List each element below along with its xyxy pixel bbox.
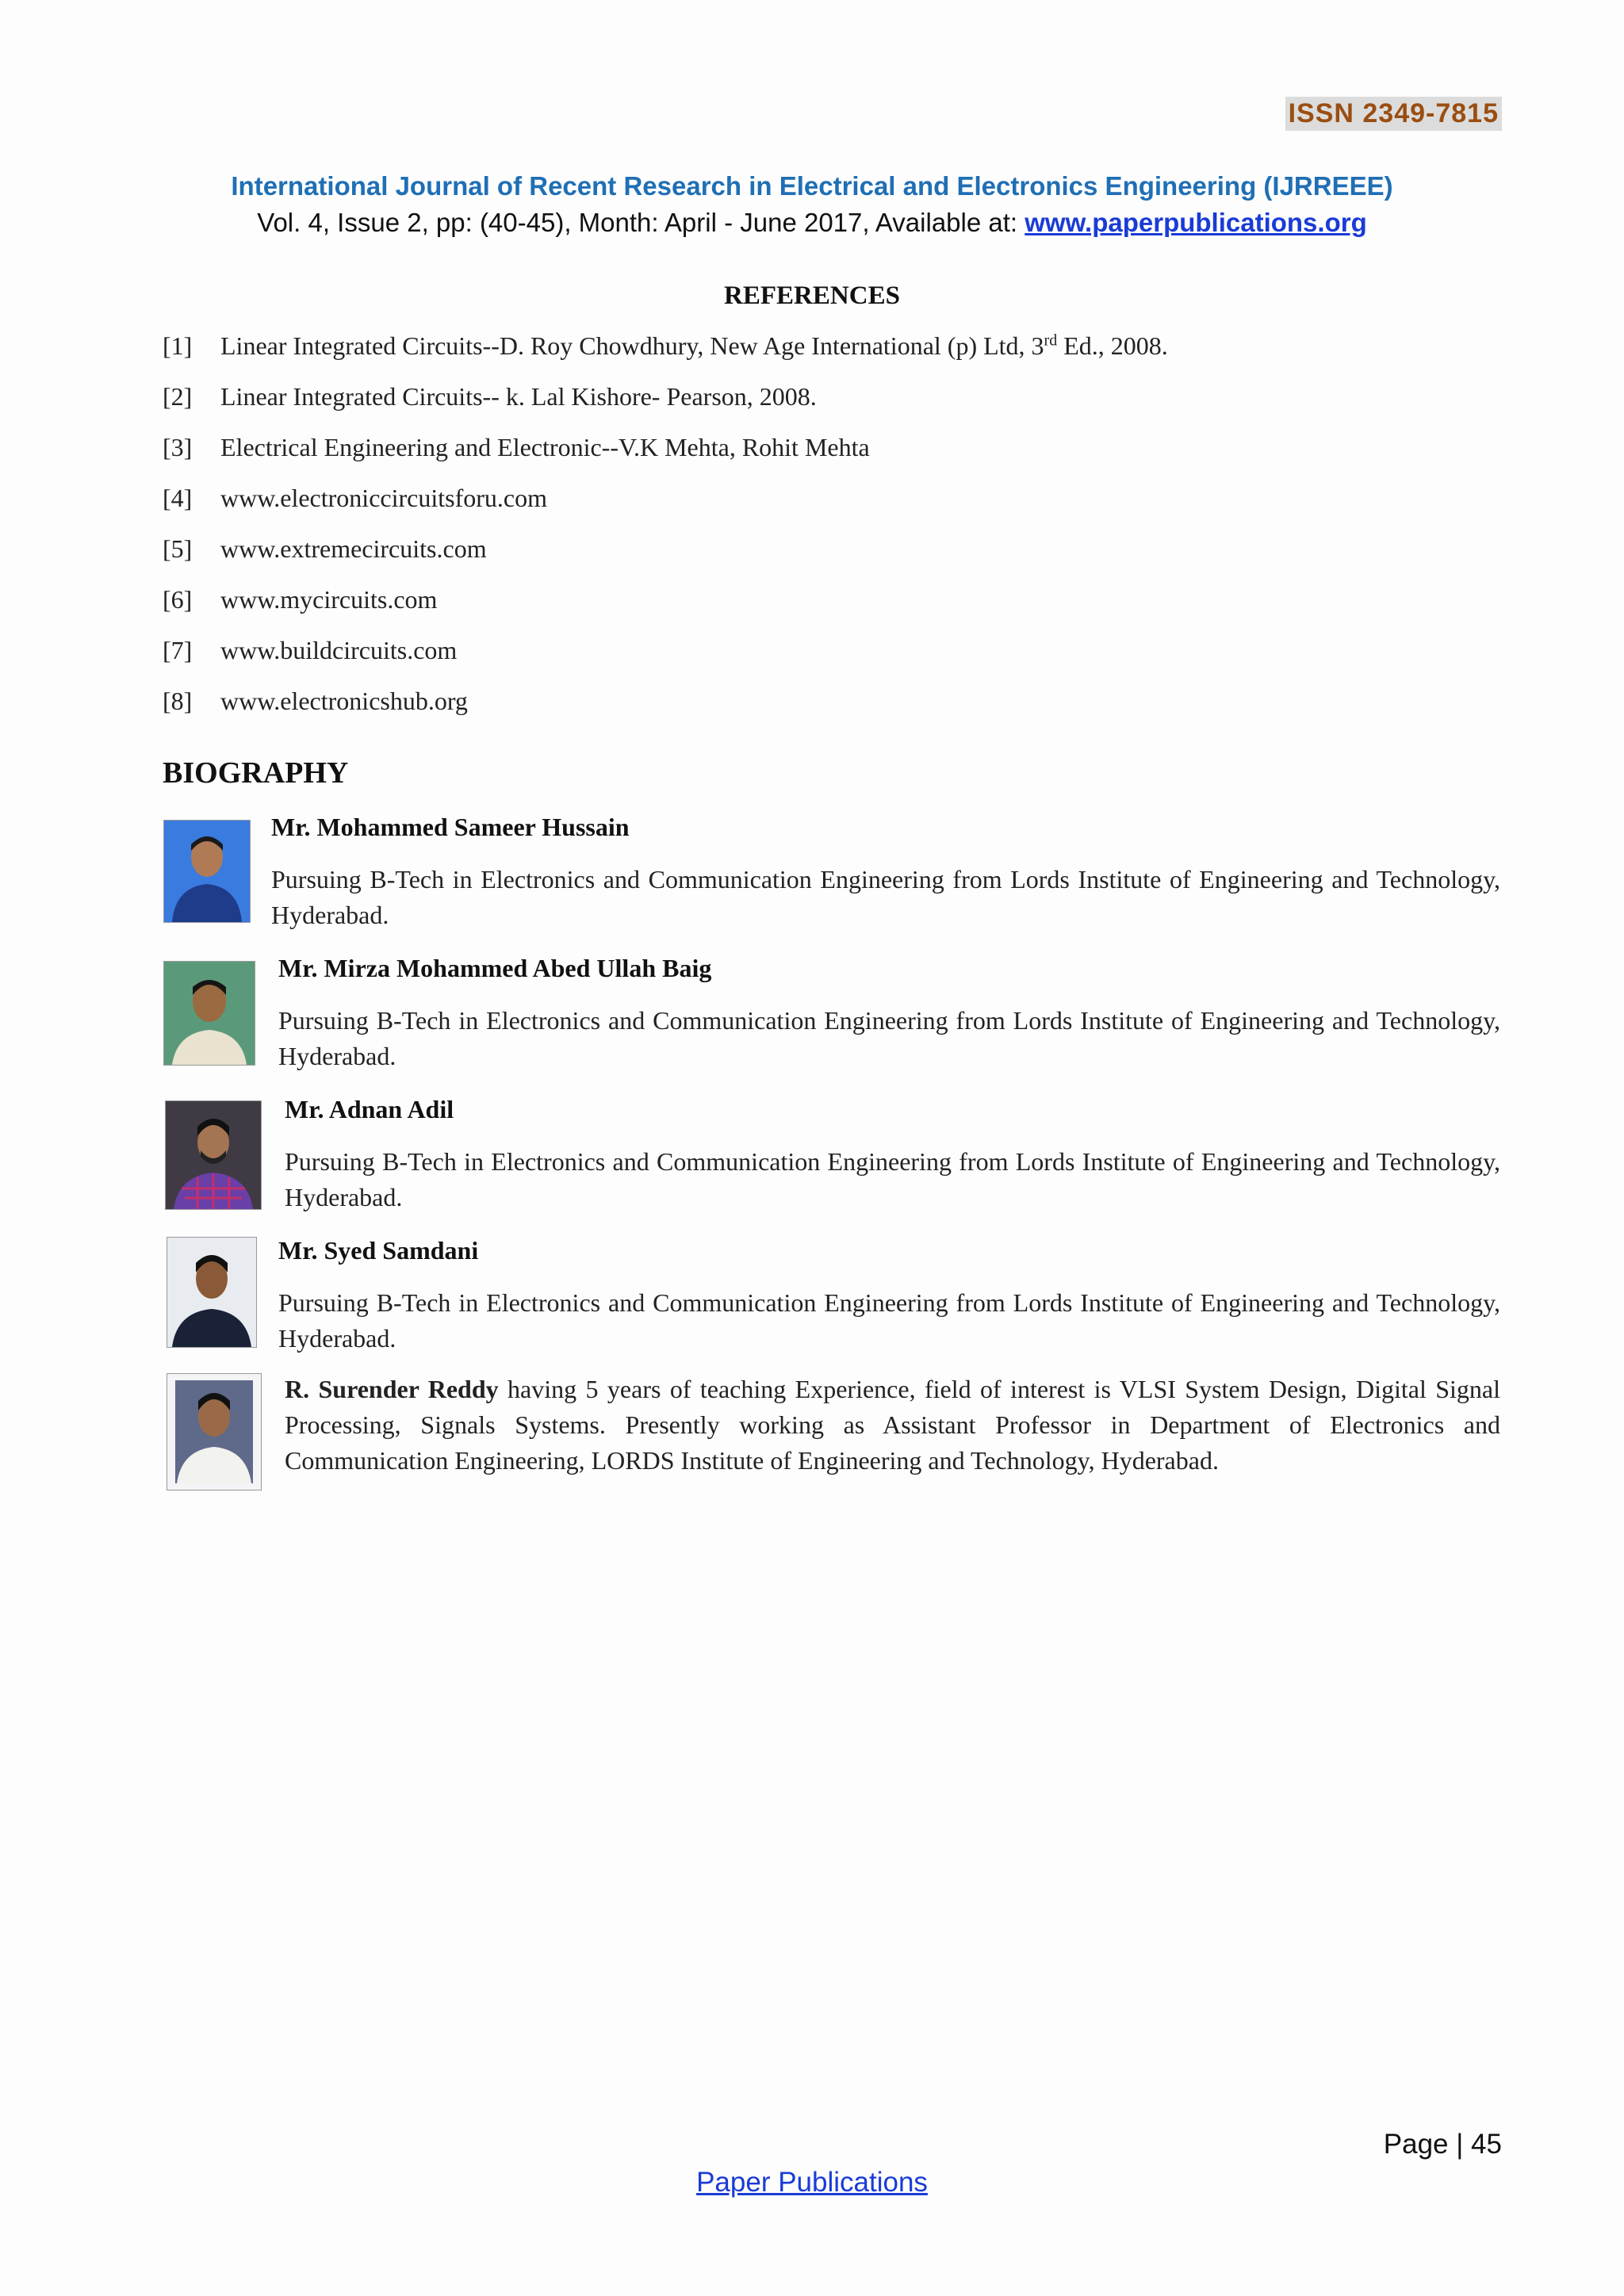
page-number: Page | 45: [1383, 2129, 1502, 2160]
journal-website-link[interactable]: www.paperpublications.org: [1025, 208, 1367, 237]
author-photo-3: [165, 1100, 262, 1210]
portrait-icon: [167, 1374, 261, 1490]
author-bio-5-text: having 5 years of teaching Experience, field of interest is VLSI System Design, Digital Signal Processing, Signals Systems. Presently working as Assistant Professor in Department of Electronics and Communication Engineering, LORDS Institute of Engineering and Technology, Hyderabad.: [285, 1375, 1501, 1475]
author-name-3: Mr. Adnan Adil: [285, 1095, 454, 1123]
references-heading: REFERENCES: [724, 281, 900, 310]
reference-number: [1]: [163, 331, 193, 360]
reference-item: [163, 685, 1503, 736]
issn-label: ISSN 2349-7815: [1285, 97, 1502, 131]
reference-item: [163, 381, 1503, 431]
journal-title: International Journal of Recent Research in Electrical and Electronics Engineering (IJRREEE): [231, 171, 1393, 201]
portrait-icon: [167, 1238, 256, 1347]
portrait-icon: [164, 821, 250, 922]
publisher-footer-link[interactable]: Paper Publications: [696, 2167, 928, 2198]
reference-item: [163, 431, 1503, 482]
reference-number: [4]: [163, 484, 193, 512]
reference-number: [5]: [163, 534, 193, 563]
reference-number: [7]: [163, 636, 193, 664]
reference-item: [163, 634, 1503, 685]
author-name-5: R. Surender Reddy: [285, 1375, 499, 1403]
reference-text-part: Ed., 2008.: [1057, 331, 1168, 360]
biography-heading: BIOGRAPHY: [163, 756, 349, 790]
reference-item: [163, 330, 1503, 381]
portrait-icon: [166, 1101, 261, 1209]
author-photo-5: [167, 1373, 262, 1490]
references-list: [163, 330, 1503, 736]
reference-superscript: rd: [1044, 331, 1058, 350]
author-photo-2: [163, 961, 255, 1066]
reference-number: [8]: [163, 687, 193, 715]
journal-info-text: Vol. 4, Issue 2, pp: (40-45), Month: April - June 2017, Available at:: [257, 208, 1025, 237]
reference-text: www.electronicshub.org: [220, 687, 468, 715]
reference-item: [163, 584, 1503, 634]
reference-number: [2]: [163, 382, 193, 411]
reference-text: [220, 330, 1168, 362]
reference-text: www.extremecircuits.com: [220, 534, 487, 563]
reference-text: www.electroniccircuitsforu.com: [220, 484, 547, 512]
reference-text: www.mycircuits.com: [220, 585, 438, 614]
reference-text-part: Linear Integrated Circuits--D. Roy Chowdhury, New Age International (p) Ltd, 3: [220, 331, 1044, 360]
portrait-icon: [164, 962, 255, 1065]
reference-text: Electrical Engineering and Electronic--V.K Mehta, Rohit Mehta: [220, 433, 870, 461]
author-bio-4: Pursuing B-Tech in Electronics and Communication Engineering from Lords Institute of Engineering and Technology, Hyderabad.: [278, 1288, 1500, 1353]
reference-number: [6]: [163, 585, 193, 614]
author-bio-2: Pursuing B-Tech in Electronics and Communication Engineering from Lords Institute of Engineering and Technology, Hyderabad.: [278, 1006, 1500, 1070]
reference-item: [163, 533, 1503, 584]
author-bio-5: [285, 1372, 1500, 1479]
author-name-4: Mr. Syed Samdani: [278, 1236, 479, 1265]
journal-info: [0, 208, 1624, 238]
author-bio-1: Pursuing B-Tech in Electronics and Communication Engineering from Lords Institute of Engineering and Technology, Hyderabad.: [271, 865, 1500, 929]
author-name-2: Mr. Mirza Mohammed Abed Ullah Baig: [278, 954, 712, 982]
author-name-1: Mr. Mohammed Sameer Hussain: [271, 813, 630, 841]
author-bio-3: Pursuing B-Tech in Electronics and Communication Engineering from Lords Institute of Engineering and Technology, Hyderabad.: [285, 1147, 1500, 1211]
author-photo-1: [163, 820, 251, 923]
reference-text: www.buildcircuits.com: [220, 636, 458, 664]
reference-item: [163, 482, 1503, 533]
reference-number: [3]: [163, 433, 193, 461]
author-photo-4: [167, 1237, 257, 1348]
reference-text: Linear Integrated Circuits-- k. Lal Kishore- Pearson, 2008.: [220, 382, 817, 411]
